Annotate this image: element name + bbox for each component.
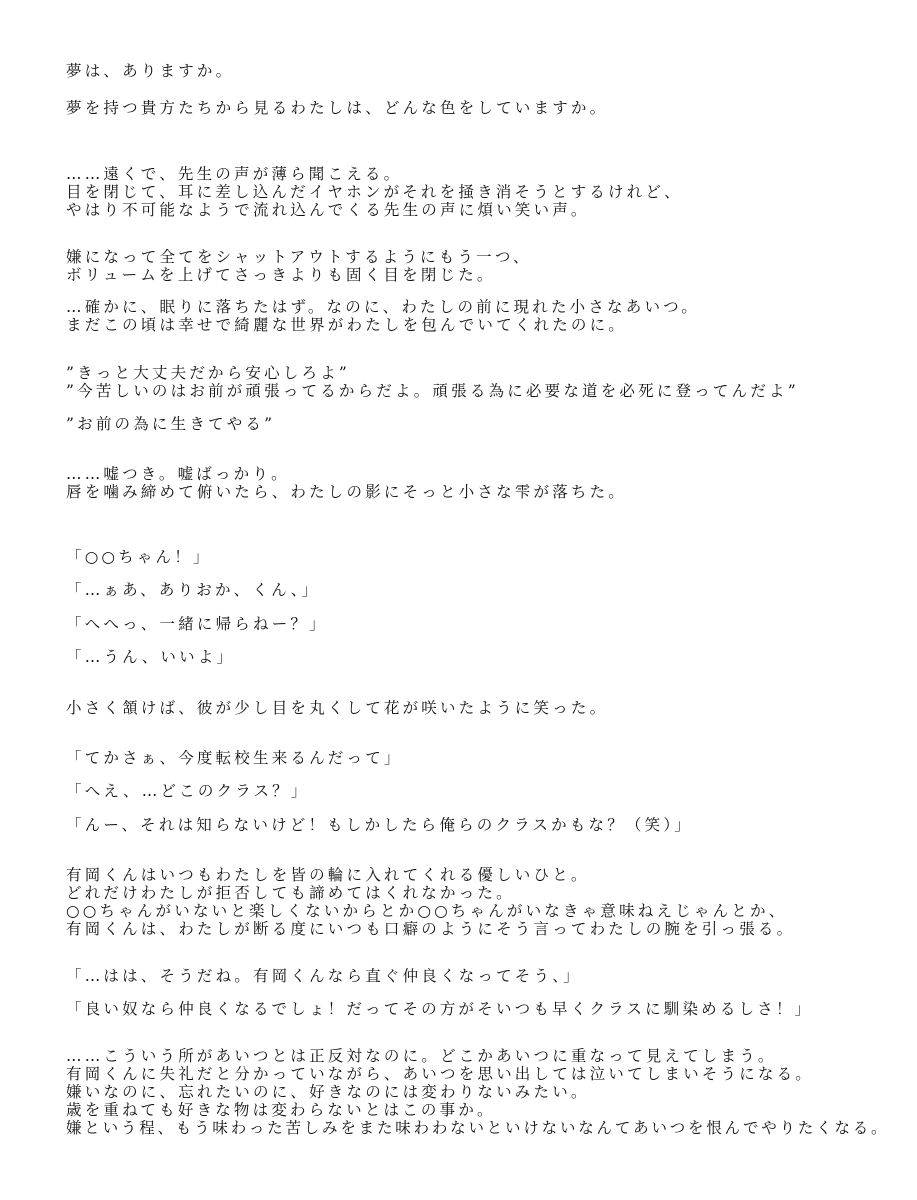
text-line: 嫌いなのに、忘れたいのに、好きなのには変わりないみたい。: [66, 1083, 590, 1101]
text-line: 「…ぁあ、ありおか、くん、」: [66, 581, 321, 599]
text-line: 「んー、それは知らないけど！もしかしたら俺らのクラスかもな？（笑）」: [66, 816, 693, 834]
text-line: 有岡くんは、わたしが断る度にいつも口癖のようにそう言ってわたしの腕を引っ張る。: [66, 920, 796, 938]
text-line: 歳を重ねても好きな物は変わらないとはこの事か。: [66, 1101, 496, 1119]
text-line: 「…はは、そうだね。有岡くんなら直ぐ仲良くなってそう、」: [66, 967, 582, 985]
text-line: 有岡くんに失礼だと分かっていながら、あいつを思い出しては泣いてしまいそうになる。: [66, 1065, 815, 1083]
text-line: ボリュームを上げてさっきよりも固く目を閉じた。: [66, 266, 496, 284]
text-line: どれだけわたしが拒否しても諦めてはくれなかった。: [66, 884, 515, 902]
text-line: 嫌になって全てをシャットアウトするようにもう一つ、: [66, 248, 532, 266]
text-line: 唇を噛み締めて俯いたら、わたしの影にそっと小さな雫が落ちた。: [66, 483, 628, 501]
text-line: ○○ちゃんがいないと楽しくないからとか○○ちゃんがいなきゃ意味ねえじゃんとか、: [66, 902, 788, 920]
text-line: 「…うん、いいよ」: [66, 648, 236, 666]
text-line: やはり不可能なようで流れ込んでくる先生の声に煩い笑い声。: [66, 201, 590, 219]
text-line: ……遠くで、先生の声が薄ら聞こえる。: [66, 165, 403, 183]
text-line: ”きっと大丈夫だから安心しろよ”: [66, 364, 351, 382]
text-line: ”お前の為に生きてやる”: [66, 415, 276, 433]
text-line: 目を閉じて、耳に差し込んだイヤホンがそれを掻き消そうとするけれど、: [66, 183, 683, 201]
text-line: まだこの頃は幸せで綺麗な世界がわたしを包んでいてくれたのに。: [66, 316, 628, 334]
text-line: ……嘘つき。嘘ばっかり。: [66, 465, 290, 483]
text-line: 夢を持つ貴方たちから見るわたしは、どんな色をしていますか。: [66, 99, 609, 117]
text-line: 夢は、ありますか。: [66, 62, 235, 80]
text-line: 「良い奴なら仲良くなるでしょ！だってその方がそいつも早くクラスに馴染めるしさ！」: [66, 1000, 814, 1018]
text-line: 「へへっ、一緒に帰らねー？」: [66, 615, 328, 633]
text-line: 小さく頷けば、彼が少し目を丸くして花が咲いたように笑った。: [66, 699, 609, 717]
text-line: 「てかさぁ、今度転校生来るんだって」: [66, 749, 403, 767]
text-line: …確かに、眠りに落ちたはず。なのに、わたしの前に現れた小さなあいつ。: [66, 298, 700, 316]
text-line: 有岡くんはいつもわたしを皆の輪に入れてくれる優しいひと。: [66, 866, 590, 884]
text-line: 「へえ、…どこのクラス？」: [66, 782, 310, 800]
text-line: 嫌という程、もう味わった苦しみをまた味わわないといけないなんてあいつを恨んでやりたくなる。: [66, 1119, 890, 1137]
text-line: ”今苦しいのはお前が頑張ってるからだよ。頑張る為に必要な道を必死に登ってんだよ”: [66, 382, 799, 400]
text-line: 「○○ちゃん！」: [66, 548, 212, 566]
text-line: ……こういう所があいつとは正反対なのに。どこかあいつに重なって見えてしまう。: [66, 1047, 777, 1065]
